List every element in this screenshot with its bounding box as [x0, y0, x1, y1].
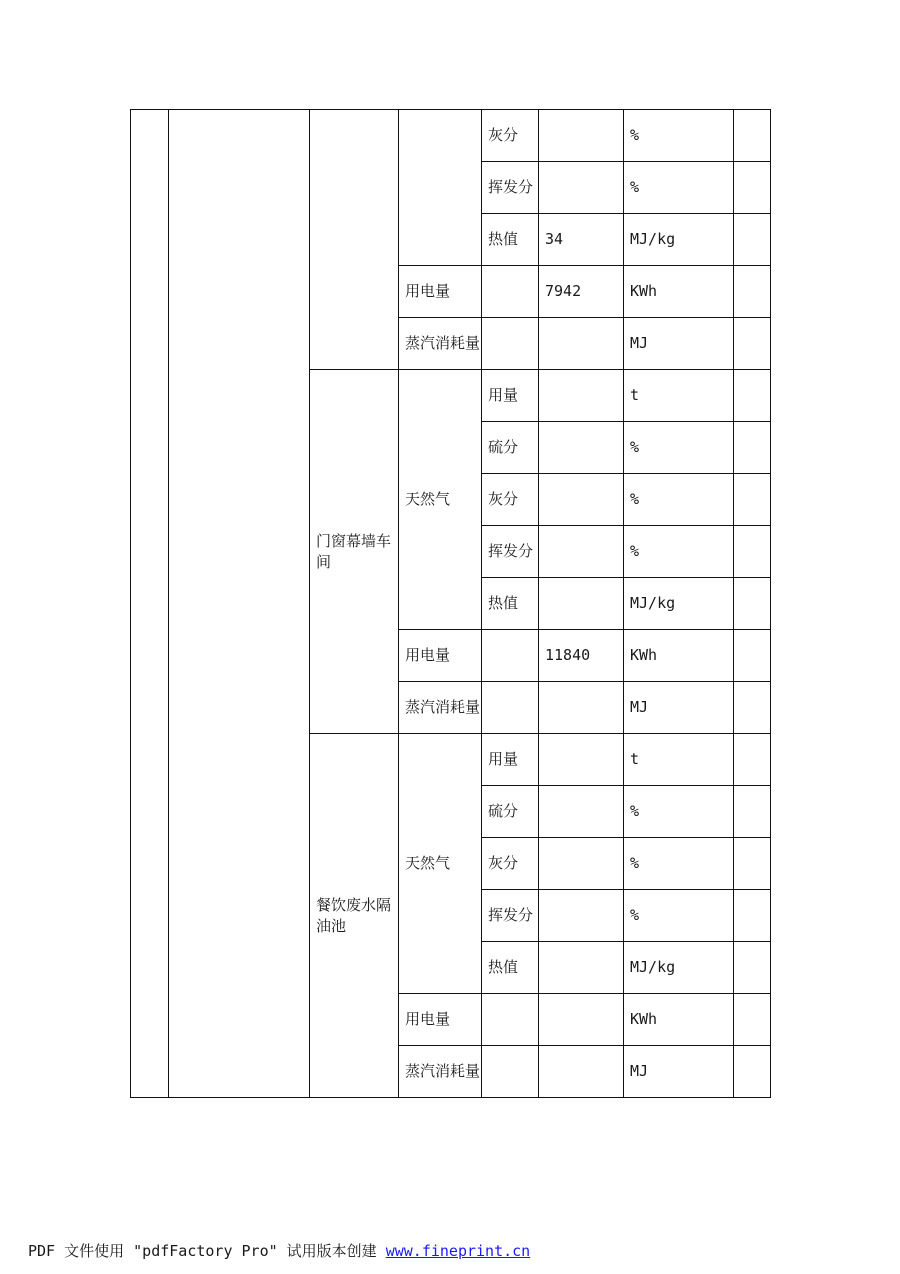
remark-cell	[734, 994, 771, 1046]
electricity-label: 用电量	[399, 266, 482, 318]
electricity-label: 用电量	[399, 994, 482, 1046]
unit-cell: %	[624, 162, 734, 214]
workshop-cell: 餐饮废水隔油池	[310, 734, 399, 1098]
remark-cell	[734, 474, 771, 526]
value-cell: 34	[539, 214, 624, 266]
remark-cell	[734, 734, 771, 786]
value-cell: 11840	[539, 630, 624, 682]
unit-cell: MJ	[624, 682, 734, 734]
remark-cell	[734, 526, 771, 578]
pdf-footer	[28, 1240, 530, 1261]
value-cell	[539, 110, 624, 162]
remark-cell	[734, 890, 771, 942]
param-label: 热值	[482, 942, 539, 994]
unit-cell: %	[624, 838, 734, 890]
index-cell	[131, 110, 169, 1098]
workshop-cell: 门窗幕墙车间	[310, 370, 399, 734]
unit-cell: MJ	[624, 1046, 734, 1098]
param-label: 灰分	[482, 474, 539, 526]
remark-cell	[734, 942, 771, 994]
unit-cell: %	[624, 422, 734, 474]
param-label: 硫分	[482, 422, 539, 474]
value-cell	[539, 422, 624, 474]
param-label: 热值	[482, 214, 539, 266]
value-cell	[539, 838, 624, 890]
remark-cell	[734, 422, 771, 474]
fuel-cell: 天然气	[399, 370, 482, 630]
value-cell: 7942	[539, 266, 624, 318]
value-cell	[539, 162, 624, 214]
unit-cell: KWh	[624, 630, 734, 682]
param-label: 用量	[482, 370, 539, 422]
unit-cell: KWh	[624, 994, 734, 1046]
remark-cell	[734, 630, 771, 682]
remark-cell	[734, 266, 771, 318]
unit-cell: %	[624, 786, 734, 838]
empty-cell	[482, 1046, 539, 1098]
footer-text: PDF 文件使用 "pdfFactory Pro" 试用版本创建	[28, 1242, 386, 1260]
param-label: 挥发分	[482, 890, 539, 942]
unit-cell: t	[624, 370, 734, 422]
empty-cell	[482, 318, 539, 370]
value-cell	[539, 370, 624, 422]
unit-cell: MJ/kg	[624, 578, 734, 630]
value-cell	[539, 786, 624, 838]
unit-cell: %	[624, 110, 734, 162]
steam-label: 蒸汽消耗量	[399, 682, 482, 734]
param-label: 用量	[482, 734, 539, 786]
param-label: 热值	[482, 578, 539, 630]
value-cell	[539, 942, 624, 994]
unit-cell: %	[624, 890, 734, 942]
param-label: 灰分	[482, 110, 539, 162]
empty-cell	[482, 682, 539, 734]
unit-cell: %	[624, 526, 734, 578]
param-label: 灰分	[482, 838, 539, 890]
empty-cell	[482, 266, 539, 318]
value-cell	[539, 474, 624, 526]
value-cell	[539, 318, 624, 370]
empty-cell	[482, 630, 539, 682]
value-cell	[539, 994, 624, 1046]
remark-cell	[734, 786, 771, 838]
table-row	[131, 110, 771, 162]
fuel-cell: 天然气	[399, 734, 482, 994]
param-label: 挥发分	[482, 162, 539, 214]
remark-cell	[734, 838, 771, 890]
fineprint-link[interactable]: www.fineprint.cn	[385, 1242, 531, 1260]
value-cell	[539, 890, 624, 942]
unit-cell: MJ/kg	[624, 214, 734, 266]
value-cell	[539, 1046, 624, 1098]
unit-cell: t	[624, 734, 734, 786]
value-cell	[539, 682, 624, 734]
unit-cell: KWh	[624, 266, 734, 318]
fuel-cell	[399, 110, 482, 266]
empty-cell	[482, 994, 539, 1046]
remark-cell	[734, 578, 771, 630]
steam-label: 蒸汽消耗量	[399, 318, 482, 370]
param-label: 硫分	[482, 786, 539, 838]
remark-cell	[734, 110, 771, 162]
remark-cell	[734, 214, 771, 266]
unit-cell: MJ	[624, 318, 734, 370]
value-cell	[539, 734, 624, 786]
remark-cell	[734, 162, 771, 214]
category-cell	[169, 110, 310, 1098]
value-cell	[539, 578, 624, 630]
remark-cell	[734, 318, 771, 370]
unit-cell: %	[624, 474, 734, 526]
remark-cell	[734, 1046, 771, 1098]
steam-label: 蒸汽消耗量	[399, 1046, 482, 1098]
energy-consumption-table	[130, 109, 771, 1098]
electricity-label: 用电量	[399, 630, 482, 682]
param-label: 挥发分	[482, 526, 539, 578]
value-cell	[539, 526, 624, 578]
remark-cell	[734, 682, 771, 734]
unit-cell: MJ/kg	[624, 942, 734, 994]
workshop-cell	[310, 110, 399, 370]
remark-cell	[734, 370, 771, 422]
